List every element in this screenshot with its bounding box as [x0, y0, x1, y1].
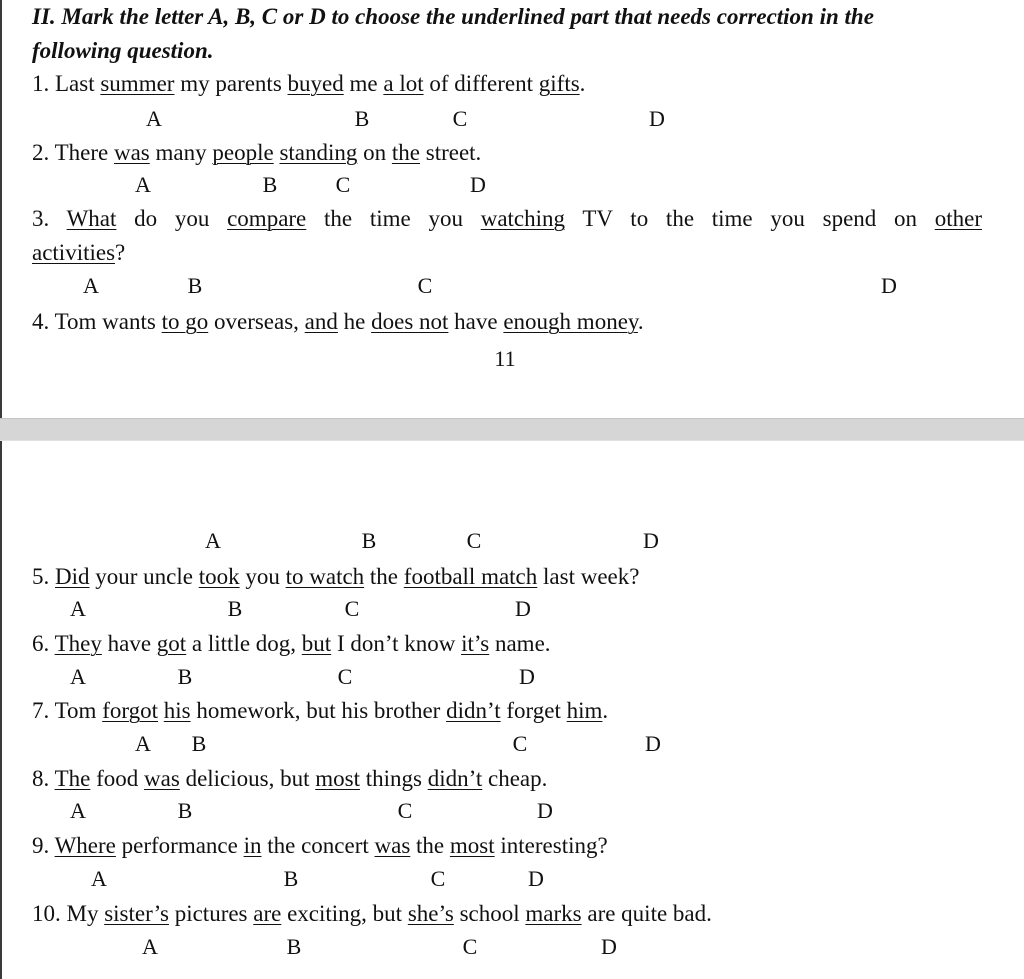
question-9: 9. Where performance in the concert was the most interesting?: [32, 833, 608, 858]
q6-label-a: A: [70, 664, 86, 689]
q1-label-c: C: [452, 106, 468, 131]
q7-label-c: C: [512, 731, 528, 756]
q9-label-d: D: [528, 866, 544, 891]
q1-label-b: B: [354, 106, 370, 131]
q9-label-b: B: [283, 866, 299, 891]
q7-label-d: D: [645, 731, 661, 756]
q8-label-d: D: [537, 798, 553, 823]
q8-label-c: C: [397, 798, 413, 823]
q5-label-b: B: [227, 596, 243, 621]
q10-label-a: A: [142, 934, 158, 959]
q8-label-a: A: [70, 798, 86, 823]
document-page-bottom: [0, 441, 1024, 979]
instruction-heading-line-2: following question.: [32, 38, 214, 63]
q6-label-b: B: [177, 664, 193, 689]
q3-label-d: D: [881, 273, 897, 298]
question-10: 10. My sister’s pictures are exciting, but she’s school marks are quite bad.: [32, 901, 712, 926]
q2-label-d: D: [470, 172, 486, 197]
page-separator: [0, 418, 1024, 441]
q2-label-c: C: [335, 172, 351, 197]
question-4: 4. Tom wants to go overseas, and he does not have enough money.: [32, 309, 644, 334]
document-page-top: [0, 0, 1024, 418]
q10-label-c: C: [462, 934, 478, 959]
q1-label-d: D: [649, 106, 665, 131]
question-6: 6. They have got a little dog, but I don’t know it’s name.: [32, 631, 551, 656]
q4-label-b: B: [361, 528, 377, 553]
question-8: 8. The food was delicious, but most things didn’t cheap.: [32, 766, 548, 791]
instruction-heading-line-1: II. Mark the letter A, B, C or D to choose the underlined part that needs correction in the: [32, 4, 874, 29]
q8-label-b: B: [177, 798, 193, 823]
q4-label-a: A: [205, 528, 221, 553]
question-3-line-2: activities?: [32, 240, 126, 265]
q9-label-a: A: [91, 866, 107, 891]
question-1: 1. Last summer my parents buyed me a lot of different gifts.: [32, 71, 586, 96]
q3-label-a: A: [83, 273, 99, 298]
q7-label-a: A: [135, 731, 151, 756]
q2-label-b: B: [262, 172, 278, 197]
q3-label-b: B: [187, 273, 203, 298]
question-3-line-1: 3. What do you compare the time you watching TV to the time you spend on other: [32, 206, 983, 231]
page-number: 11: [494, 346, 516, 371]
q10-label-d: D: [601, 934, 617, 959]
q6-label-c: C: [337, 664, 353, 689]
q4-label-c: C: [466, 528, 482, 553]
q6-label-d: D: [519, 664, 535, 689]
q9-label-c: C: [430, 866, 446, 891]
q7-label-b: B: [191, 731, 207, 756]
question-7: 7. Tom forgot his homework, but his brother didn’t forget him.: [32, 698, 609, 723]
q4-label-d: D: [643, 528, 659, 553]
q5-label-c: C: [344, 596, 360, 621]
question-5: 5. Did your uncle took you to watch the football match last week?: [32, 564, 640, 589]
q2-label-a: A: [135, 172, 151, 197]
q1-label-a: A: [146, 106, 162, 131]
q5-label-d: D: [515, 596, 531, 621]
q3-label-c: C: [417, 273, 433, 298]
q5-label-a: A: [70, 596, 86, 621]
question-2: 2. There was many people standing on the street.: [32, 140, 482, 165]
q10-label-b: B: [286, 934, 302, 959]
